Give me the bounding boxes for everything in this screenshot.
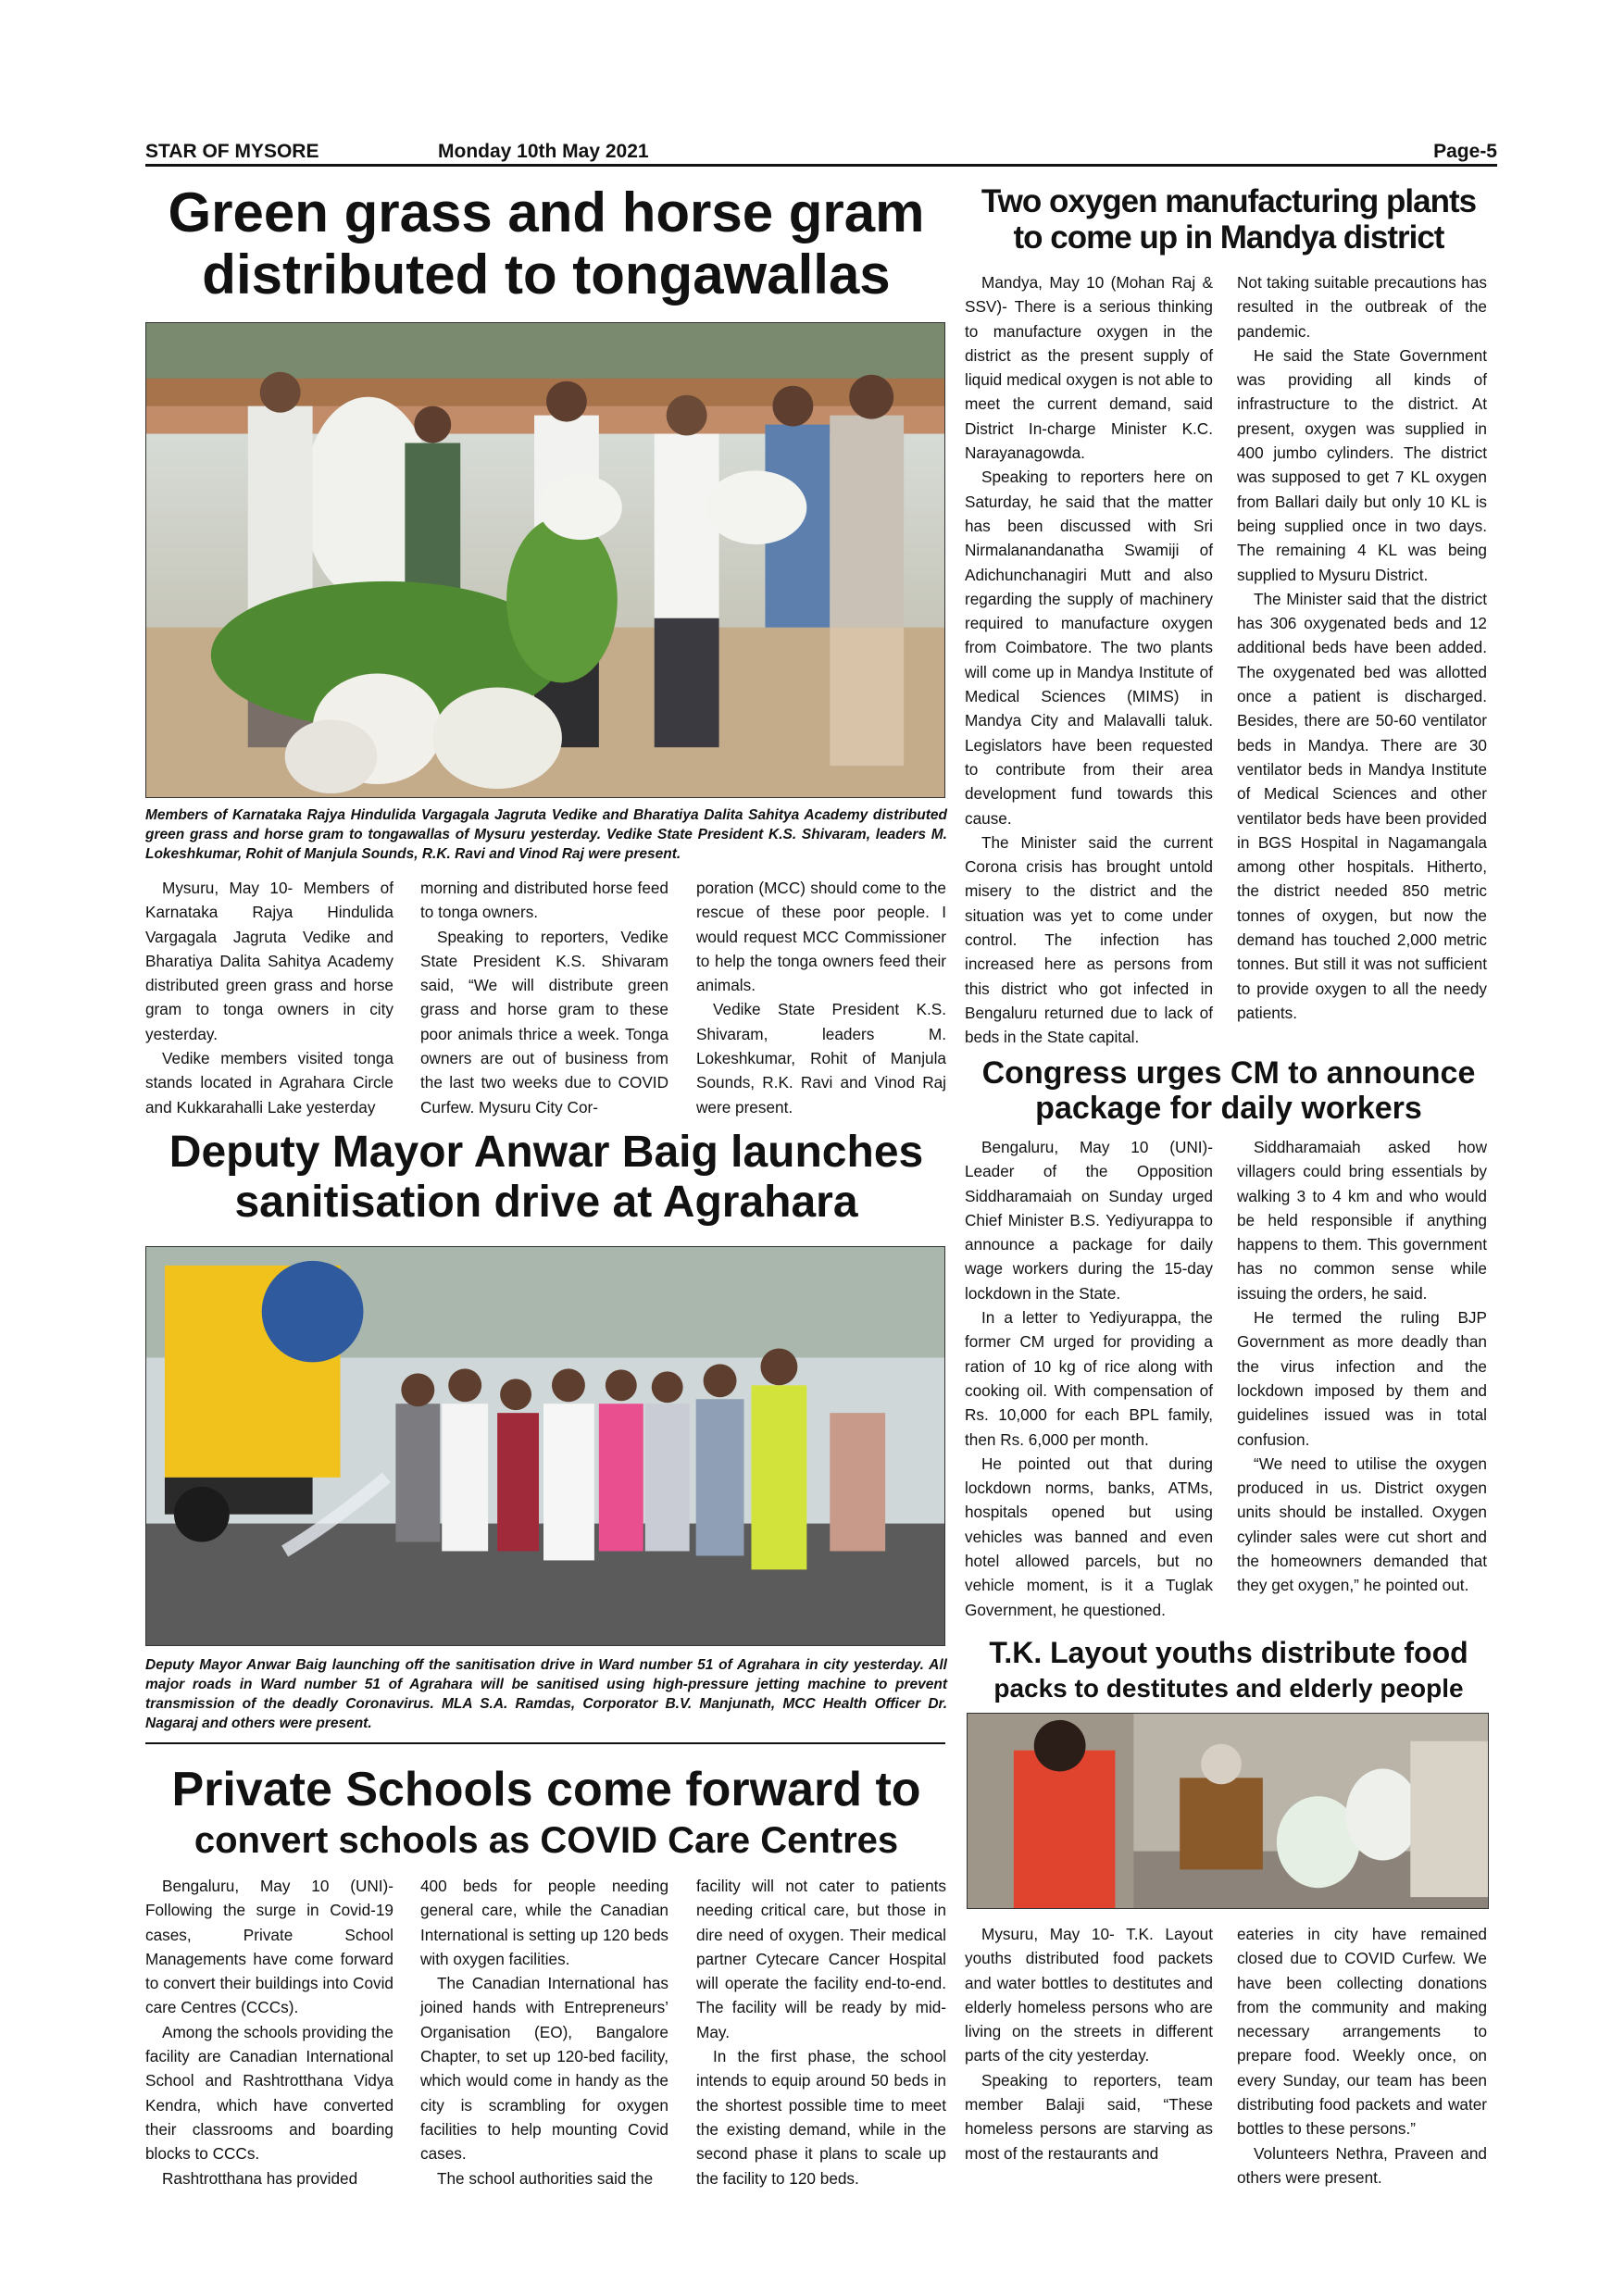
column-a1-3 [696,876,946,1119]
paragraph: Bengaluru, May 10 (UNI)- Leader of the Opposition Siddharamaiah on Sunday urged Chief Minister B.S. Yediyurappa to announce a package for daily wage workers during the 15-day lockdown in the State. [965,1138,1213,1303]
paragraph: Vedike members visited tonga stands located in Agrahara Circle and Kukkarahalli Lake yesterday [145,1049,394,1117]
paragraph: facility will not cater to patients needing critical care, but those in dire need of oxygen. Their medical partner Cytecare Cancer Hospital will operate the facility end-to-end. The facility will be ready by mid-May. [696,1877,946,2041]
paragraph: He pointed out that during lockdown norms, banks, ATMs, hospitals opened but using vehicles was banned and even hotel allowed parcels, but no vehicle moment, is it a Tuglak Government, he questioned. [965,1454,1213,1619]
column-a1-2 [420,876,668,1119]
paragraph: Mysuru, May 10- T.K. Layout youths distributed food packets and water bottles to destitutes and elderly homeless persons who are living on the streets in different parts of the city yesterday. [965,1925,1213,2065]
column-a5-1 [965,1135,1213,1622]
caption-sanitisation: Deputy Mayor Anwar Baig launching off the sanitisation drive in Ward number 51 of Agrahara in city yesterday. All major roads in Ward number 51 of Agrahara will be sanitised using high-pressure jetting machine to prevent transmission of the deadly Coronavirus. MLA S.A. Ramdas, Corporator B.V. Manjunath, MCC Health Officer Dr. Nagaraj and others were present. [145,1657,947,1731]
column-a5-2 [1237,1135,1487,1598]
paragraph: Volunteers Nethra, Praveen and others were present. [1237,2143,1487,2187]
paragraph: Mysuru, May 10- Members of Karnataka Rajya Hindulida Vargagala Jagruta Vedike and Bharatiya Dalita Sahitya Academy distributed green grass and horse gram to tonga owners in city yesterday. [145,879,394,1043]
paragraph: Speaking to reporters here on Saturday, he said that the matter has been discussed with Sri Nirmalanandanatha Swamiji of Adichunchanagiri Mutt and also regarding the supply of machinery required to manufacture oxygen from Coimbatore. The two plants will come up in Mandya Institute of Medical Sciences (MIMS) in Mandya City and Malavalli taluk. Legislators have been requested to contribute from their area development fund towards this cause. [965,468,1213,828]
photo-tongawallas [145,322,945,798]
photo-food-packets [967,1713,1489,1909]
headline-tk-layout: T.K. Layout youths distribute food [989,1636,1468,1669]
paragraph: The Canadian International has joined hands with Entrepreneurs’ Organisation (EO), Bangalore Chapter, to set up 120-bed facility, which would come in handy as the city is scrambling for oxygen facilities to help mounting Covid cases. [420,1974,668,2164]
masthead [145,139,1497,167]
issue-date: Monday 10th May 2021 [438,141,649,162]
paragraph: The Minister said the current Corona crisis has brought untold misery to the district and the situation was yet to come under control. The infection has increased here as persons from this district who got infected in Bengaluru returned due to lack of beds in the State capital. [965,832,1213,1047]
paper-name: STAR OF MYSORE [145,141,319,162]
paragraph: Speaking to reporters, team member Balaji said, “These homeless persons are starving as most of the restaurants and [965,2070,1213,2163]
paragraph: Not taking suitable precautions has resulted in the outbreak of the pandemic. [1237,273,1487,341]
column-a1-1 [145,876,394,1119]
headline-tk-layout-line2: packs to destitutes and elderly people [993,1674,1464,1703]
headline-tongawallas: Green grass and horse gram distributed to tongawallas [168,181,925,306]
column-a3-3 [696,1874,946,2190]
paragraph: In the first phase, the school intends to equip around 50 beds in the shortest possible time to meet the existing demand, while in the second phase it plans to scale up the facility to 120 beds. [696,2047,946,2188]
paragraph: Mandya, May 10 (Mohan Raj & SSV)- There is a serious thinking to manufacture oxygen in the district as the present supply of liquid medical oxygen is not able to meet the current demand, said District In-charge Minister K.C. Narayanagowda. [965,273,1213,463]
paragraph: Bengaluru, May 10 (UNI)- Following the surge in Covid-19 cases, Private School Managements have come forward to convert their buildings into Covid care Centres (CCCs). [145,1877,394,2017]
paragraph: In a letter to Yediyurappa, the former CM urged for providing a ration of 10 kg of rice along with cooking oil. With compensation of Rs. 10,000 for each BPL family, then Rs. 6,000 per month. [965,1308,1213,1449]
headline-private-schools-line2: convert schools as COVID Care Centres [194,1820,899,1861]
paragraph: The school authorities said the [437,2168,654,2188]
paragraph: Vedike State President K.S. Shivaram, leaders M. Lokeshkumar, Rohit of Manjula Sounds, R.K. Ravi and Vinod Raj were present. [696,1000,946,1117]
paragraph: poration (MCC) should come to the rescue of these poor people. I would request MCC Commissioner to help the tonga owners feed their animals. [696,879,946,995]
paragraph: 400 beds for people needing general care, while the Canadian International is setting up 120 beds with oxygen facilities. [420,1877,668,1968]
paragraph: morning and distributed horse feed to tonga owners. [420,879,668,922]
paragraph: Speaking to reporters, Vedike State President K.S. Shivaram said, “We will distribute green grass and horse gram to these poor animals thrice a week. Tonga owners are out of business from the last two weeks due to COVID Curfew. Mysuru City Cor- [420,927,668,1117]
paragraph: He termed the ruling BJP Government as more deadly than the virus infection and the lockdown imposed by them and guidelines issued was in total confusion. [1237,1308,1487,1449]
photo-sanitisation [145,1246,945,1646]
paragraph: “We need to utilise the oxygen produced in us. District oxygen units should be installed. Oxygen cylinder sales were cut short and the homeowners demanded that they get oxygen,” he pointed out. [1237,1454,1487,1595]
headline-deputy-mayor: Deputy Mayor Anwar Baig launches sanitisation drive at Agrahara [169,1128,924,1227]
headline-oxygen-plants: Two oxygen manufacturing plants to come up in Mandya district [981,183,1477,256]
divider [145,1742,945,1744]
column-a6-2 [1237,1922,1487,2190]
paragraph: Among the schools providing the facility are Canadian International School and Rashtrotthana Vidya Kendra, which have converted their classrooms and boarding blocks to CCCs. [145,2022,394,2164]
headline-congress: Congress urges CM to announce package for daily workers [981,1055,1476,1127]
column-a6-1 [965,1922,1213,2165]
paragraph: eateries in city have remained closed due to COVID Curfew. We have been collecting donations from the community and making necessary arrangements to prepare food. Weekly once, on every Sunday, our team has been distributing food packets and water bottles to these persons.” [1237,1925,1487,2139]
paragraph: The Minister said that the district has 306 oxygenated beds and 12 additional beds have been added. The oxygenated bed was allotted once a patient is discharged. Besides, there are 50-60 ventilator beds in Mandya. There are 30 ventilator beds in Mandya Institute of Medical Sciences and other ventilator beds have been provided in BGS Hospital in Nagamangala among other hospitals. Hitherto, the district needed 850 metric tonnes of oxygen, but now the demand has touched 2,000 metric tonnes. But still it was not sufficient to provide oxygen to all the needy patients. [1237,589,1487,1022]
headline-private-schools: Private Schools come forward to [171,1763,921,1816]
paragraph: Siddharamaiah asked how villagers could bring essentials by walking 3 to 4 km and who would be held responsible if anything happens to them. This government has no common sense while issuing the orders, he said. [1237,1138,1487,1303]
paragraph: He said the State Government was providing all kinds of infrastructure to the district. At present, oxygen was supplied in 400 jumbo cylinders. The district was supposed to get 7 KL oxygen from Ballari daily but only 10 KL is being supplied once in two days. The remaining 4 KL was being supplied to Mysuru District. [1237,345,1487,584]
column-a3-1 [145,1874,394,2190]
page-number: Page-5 [1433,141,1497,162]
column-a4-1 [965,270,1213,1050]
column-a3-2 [420,1874,668,2190]
paragraph: Rashtrotthana has provided [162,2168,358,2188]
caption-tongawallas: Members of Karnataka Rajya Hindulida Vargagala Jagruta Vedike and Bharatiya Dalita Sahitya Academy distributed green grass and horse gram to tongawallas of Mysuru yesterday. Vedike State President K.S. Shivaram, leaders M. Lokeshkumar, Rohit of Manjula Sounds, R.K. Ravi and Vinod Raj were present. [145,807,947,862]
column-a4-2 [1237,270,1487,1025]
